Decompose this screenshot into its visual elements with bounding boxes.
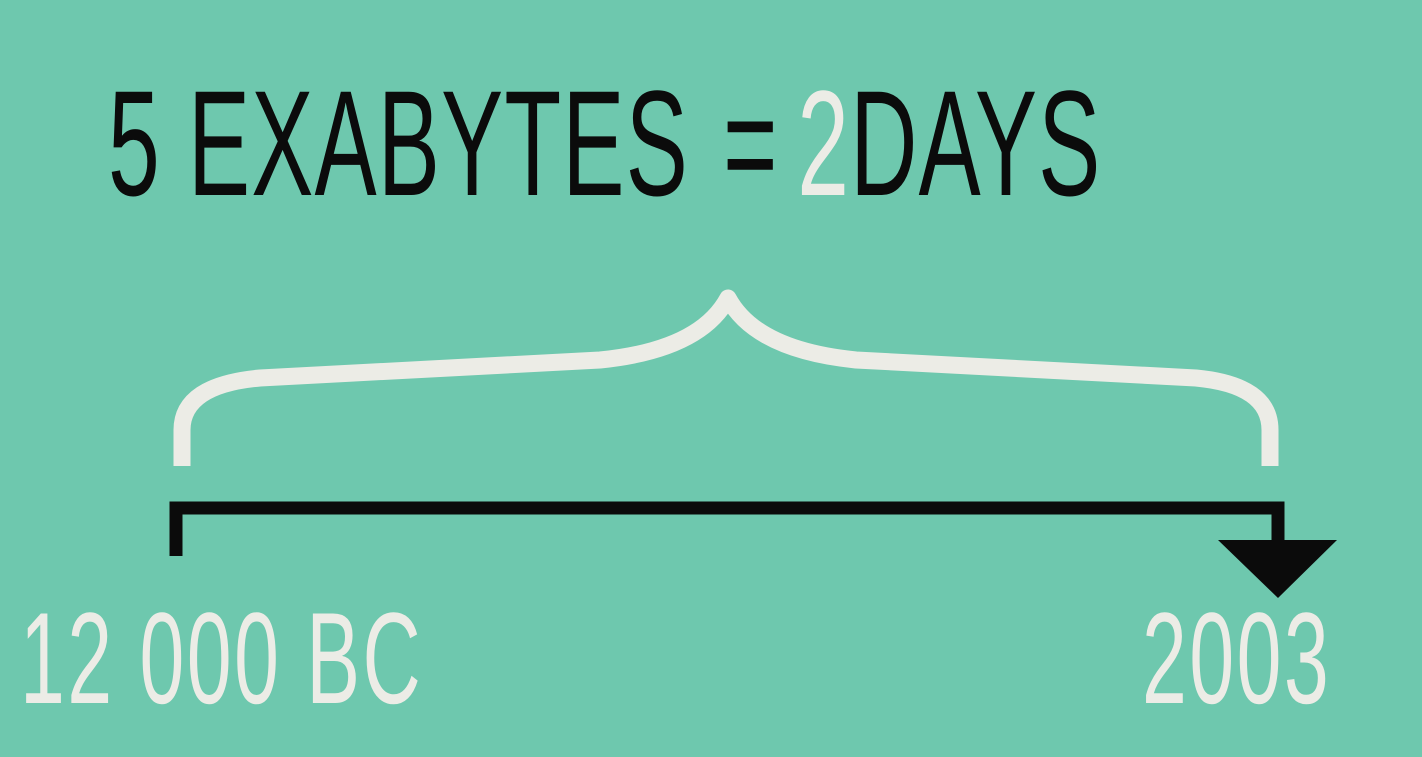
headline-amount: 5 EXABYTES (108, 59, 689, 227)
headline-days-number: 2 (797, 59, 851, 227)
timeline-start-label: 12 000 BC (20, 585, 424, 731)
curly-brace-icon (182, 298, 1270, 466)
headline-days-unit: DAYS (850, 59, 1102, 227)
timeline-end-label: 2003 (1142, 585, 1332, 731)
timeline-line (176, 508, 1278, 556)
headline-equals: = (723, 59, 779, 227)
